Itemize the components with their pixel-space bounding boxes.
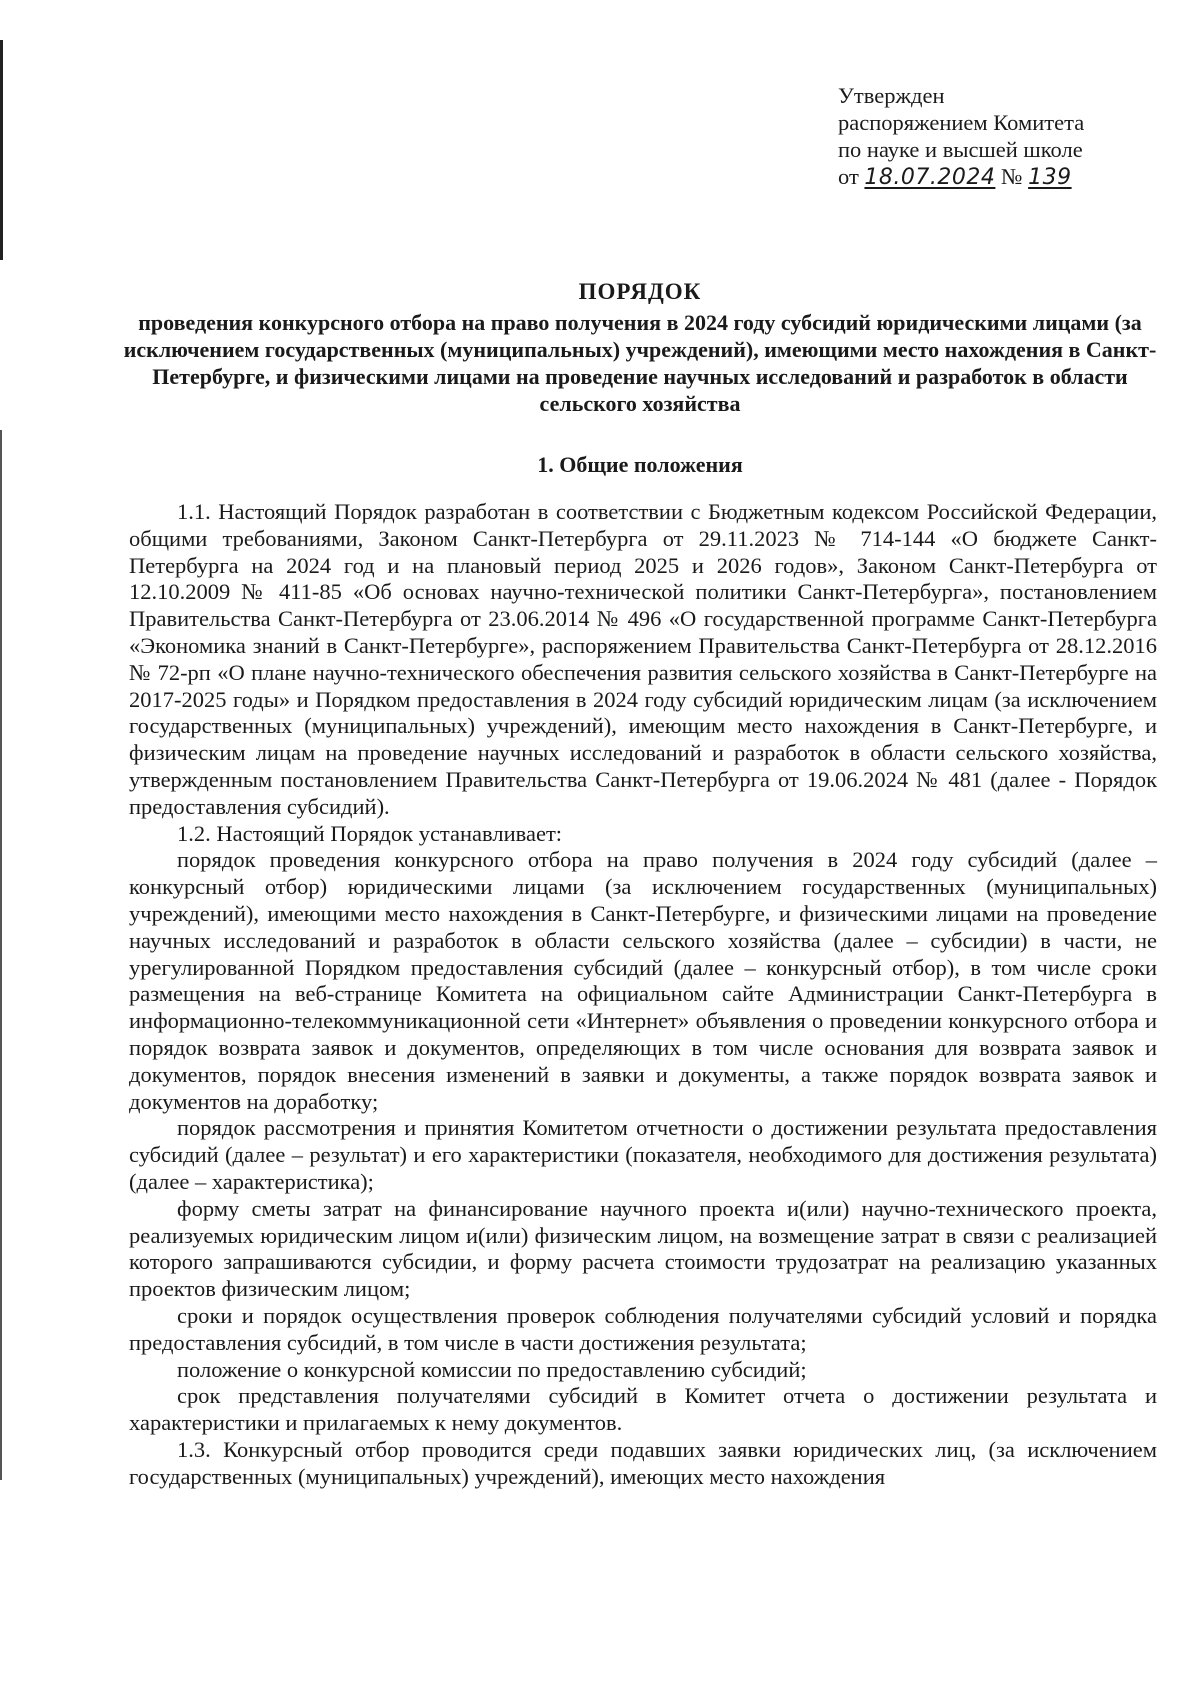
handwritten-date: 18.07.2024 [864, 165, 996, 190]
approval-stamp [838, 82, 1158, 191]
paragraph: 1.2. Настоящий Порядок устанавливает: [177, 820, 563, 846]
approval-line: Утвержден [838, 83, 945, 108]
approval-line: по науке и высшей школе [838, 137, 1083, 162]
paragraph: срок представления получателями субсидий в Комитет отчета о достижении результата и характеристики и прилагаемых к нему документов. [129, 1383, 1157, 1436]
document-body [129, 499, 1157, 1490]
paragraph: порядок рассмотрения и принятия Комитетом отчетности о достижении результата предоставления субсидий (далее – результат) и его характеристики (показателя, необходимого для достижения результата) (далее – характеристика); [129, 1115, 1157, 1194]
document-title: ПОРЯДОК [578, 279, 702, 304]
paragraph: порядок проведения конкурсного отбора на право получения в 2024 году субсидий (далее – конкурсный отбор) юридическими лицами (за исключением государственных (муниципальных) учреждений), имеющими место нахождения в Санкт-Петербурге, и физическими лицами на проведение научных исследований и разработок в области сельского хозяйства (далее – субсидии) в части, не урегулированной Порядком предоставления субсидий (далее – конкурсный отбор), в том числе сроки размещения на веб-странице Комитета на официальном сайте Администрации Санкт-Петербурга в информационно-телекоммуникационной сети «Интернет» объявления о проведении конкурсного отбора и порядок возврата заявок и документов, определяющих в том числе основания для возврата заявок и документов, порядок внесения изменений в заявки и документы, а также порядок возврата заявок и документов на доработку; [129, 847, 1157, 1114]
approval-date-line [838, 163, 1158, 191]
section-heading: 1. Общие положения [537, 452, 743, 477]
paragraph: 1.3. Конкурсный отбор проводится среди подавших заявки юридических лиц, (за исключением государственных (муниципальных) учреждений), имеющих место нахождения [129, 1436, 1157, 1489]
paragraph: форму сметы затрат на финансирование научного проекта и(или) научно-технического проекта, реализуемых юридическим лицом и(или) физическим лицом, на возмещение затрат в связи с реализацией которого запрашиваются субсидии, и форму расчета стоимости трудозатрат на реализацию указанных проектов физическим лицом; [129, 1195, 1157, 1302]
paragraph: положение о конкурсной комиссии по предоставлению субсидий; [177, 1356, 807, 1382]
paragraph: сроки и порядок осуществления проверок соблюдения получателями субсидий условий и порядка предоставления субсидий, в том числе в части достижения результата; [129, 1302, 1157, 1355]
approval-line: распоряжением Комитета [838, 110, 1085, 135]
date-prefix: от [838, 164, 859, 189]
scan-edge-mark [0, 40, 3, 260]
scan-edge-mark [0, 430, 2, 1480]
handwritten-number: 139 [1028, 165, 1072, 190]
paragraph: 1.1. Настоящий Порядок разработан в соответствии с Бюджетным кодексом Российской Федерации, общими требованиями, Законом Санкт-Петербурга от 29.11.2023 № 714-144 «О бюджете Санкт-Петербурга на 2024 год и на плановый период 2025 и 2026 годов», Законом Санкт-Петербурга от 12.10.2009 № 411-85 «Об основах научно-технической политики Санкт-Петербурга», постановлением Правительства Санкт-Петербурга от 23.06.2014 № 496 «О государственной программе Санкт-Петербурга «Экономика знаний в Санкт-Петербурге», распоряжением Правительства Санкт-Петербурга от 28.12.2016 № 72-рп «О плане научно-технического обеспечения развития сельского хозяйства в Санкт-Петербурге на 2017-2025 годы» и Порядком предоставления в 2024 году субсидий юридическим лицам (за исключением государственных (муниципальных) учреждений), имеющим место нахождения в Санкт-Петербурге, и физическим лицам на проведение научных исследований и разработок в области сельского хозяйства, утвержденным постановлением Правительства Санкт-Петербурга от 19.06.2024 № 481 (далее - Порядок предоставления субсидий). [129, 499, 1157, 819]
document-subtitle: проведения конкурсного отбора на право получения в 2024 году субсидий юридическими лицами (за исключением государственных (муниципальных) учреждений), имеющими место нахождения в Санкт-Петербурге, и физическими лицами на проведение научных исследований и разработок в области сельского хозяйства [123, 310, 1157, 416]
number-prefix: № [1001, 164, 1023, 189]
